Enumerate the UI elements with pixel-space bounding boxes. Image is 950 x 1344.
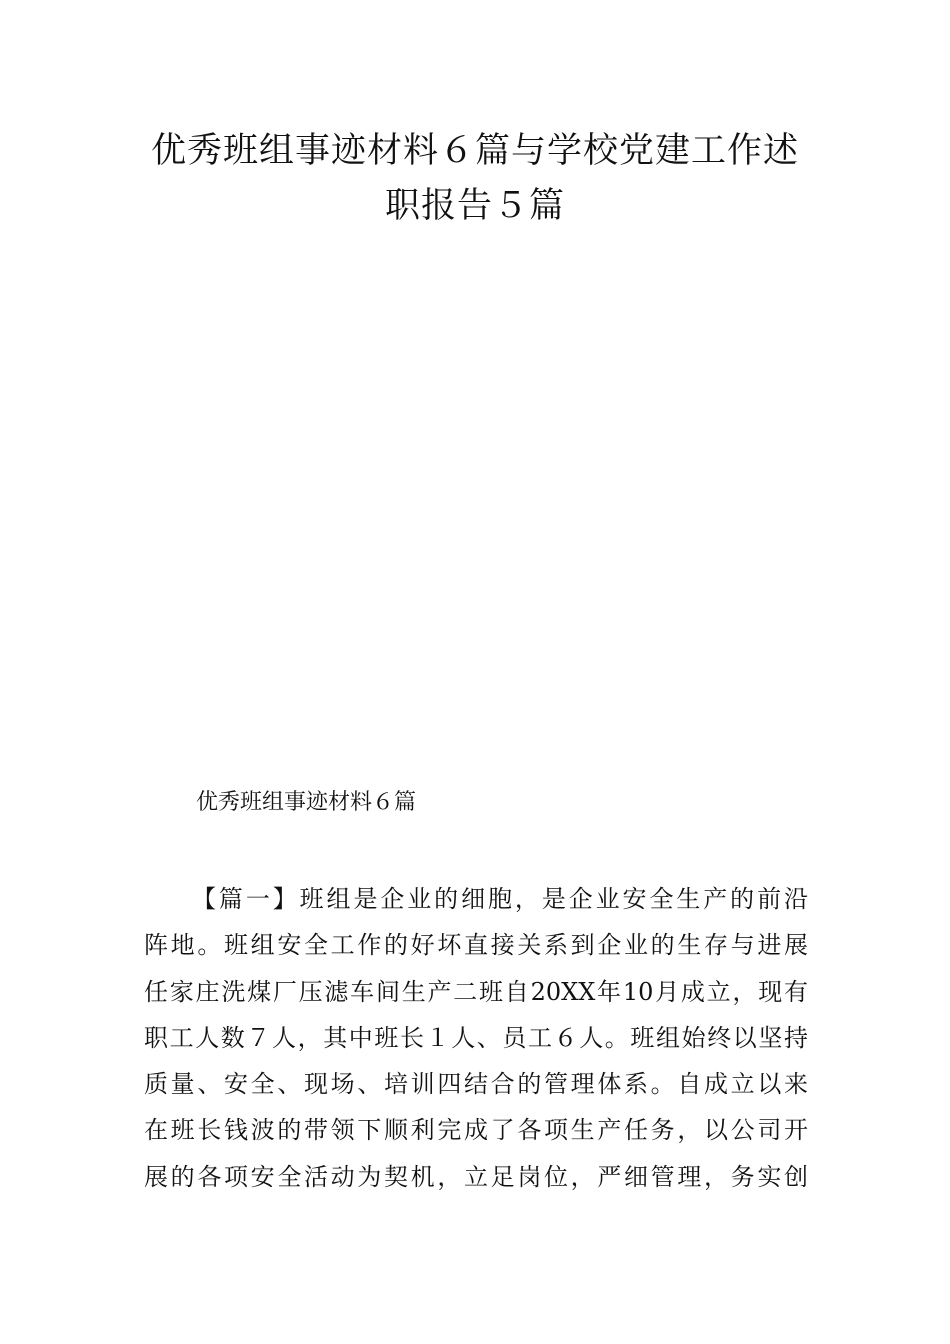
paragraph-line: 在班长钱波的带领下顺利完成了各项生产任务，以公司开 xyxy=(144,1116,808,1145)
paragraph-line: 任家庄洗煤厂压滤车间生产二班自20XX年10月成立，现有 xyxy=(144,977,808,1006)
body-paragraph xyxy=(144,876,808,1200)
paragraph-line: 展的各项安全活动为契机，立足岗位，严细管理，务实创 xyxy=(144,1162,808,1191)
document-title xyxy=(0,124,950,234)
paragraph-line: 职工人数７人，其中班长１人、员工６人。班组始终以坚持 xyxy=(144,1023,808,1052)
paragraph-line: 质量、安全、现场、培训四结合的管理体系。自成立以来 xyxy=(144,1070,808,1099)
paragraph-line: 【篇一】班组是企业的细胞，是企业安全生产的前沿 xyxy=(192,885,808,913)
document-title-line-2: 职报告５篇 xyxy=(384,186,565,226)
paragraph-line: 阵地。班组安全工作的好坏直接关系到企业的生存与进展 xyxy=(144,931,808,960)
document-title-line-1: 优秀班组事迹材料６篇与学校党建工作述 xyxy=(150,131,799,171)
section-heading: 优秀班组事迹材料６篇 xyxy=(196,790,417,815)
